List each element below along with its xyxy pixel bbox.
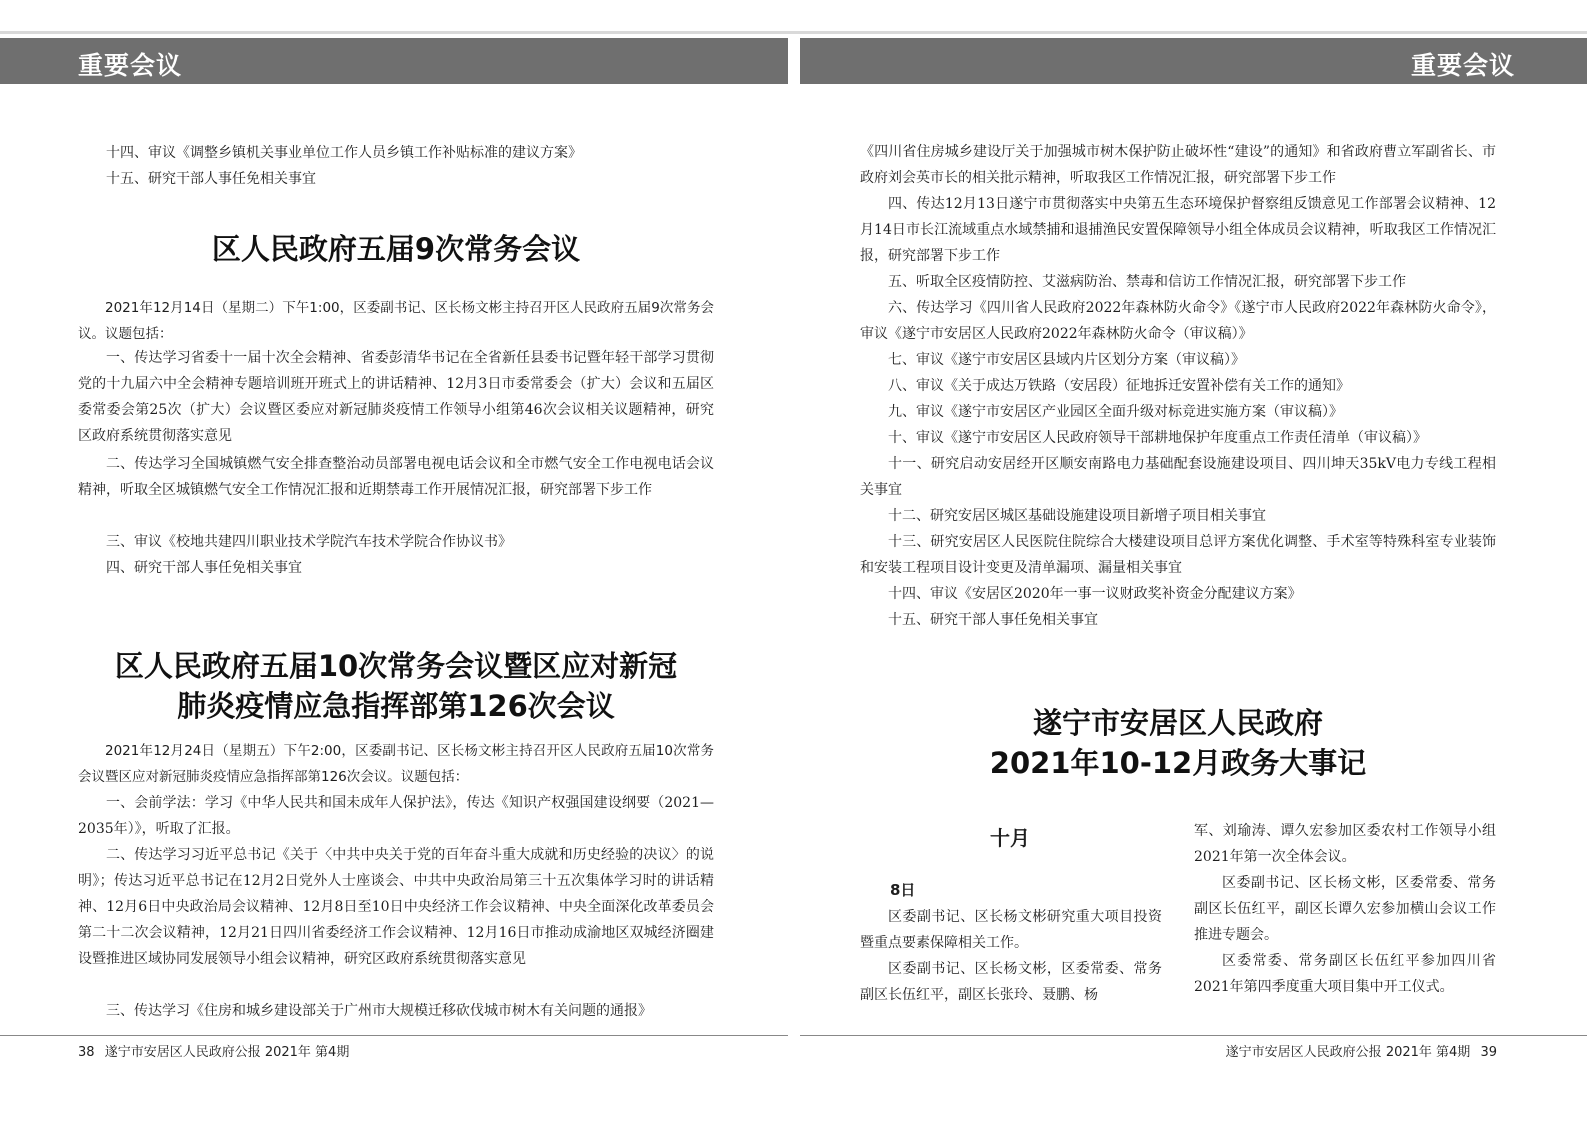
meeting10-intro: 2021年12月24日（星期五）下午2:00，区委副书记、区长杨文彬主持召开区人民政府五届10次常务会议暨区应对新冠肺炎疫情应急指挥部第126次会议。议题包括： <box>78 743 714 785</box>
meeting10-item-3: 三、传达学习《住房和城乡建设部关于广州市大规模迁移砍伐城市树木有关问题的通报》 <box>106 1003 652 1019</box>
left-header-band <box>0 38 788 84</box>
right-item-12: 十二、研究安居区城区基础设施建设项目新增子项目相关事宜 <box>888 508 1266 524</box>
meeting9-item-1: 一、传达学习省委十一届十次全会精神、省委彭清华书记在全省新任县委书记暨年轻干部学习贯彻党的十九届六中全会精神专题培训班开班式上的讲话精神、12月3日市委常委会（扩大）会议和五届区委常委会第25次（扩大）会议暨区委应对新冠肺炎疫情工作领导小组第46次会议相关议题精神，研究区政府系统贯彻落实意见 <box>78 350 714 444</box>
right-item-14: 十四、审议《安居区2020年一事一议财政奖补资金分配建议方案》 <box>888 586 1302 602</box>
event-col2-para-1: 军、刘瑜涛、谭久宏参加区委农村工作领导小组2021年第一次全体会议。 <box>1194 823 1496 865</box>
left-footer-rule <box>0 1035 788 1036</box>
meeting9-item-2: 二、传达学习全国城镇燃气安全排查整治动员部署电视电话会议和全市燃气安全工作电视电话会议精神，听取全区城镇燃气安全工作情况汇报和近期禁毒工作开展情况汇报，研究部署下步工作 <box>78 456 714 498</box>
top-rule <box>0 31 1587 34</box>
right-item-15: 十五、研究干部人事任免相关事宜 <box>888 612 1098 628</box>
right-item-13: 十三、研究安居区人民医院住院综合大楼建设项目总评方案优化调整、手术室等特殊科室专业装饰和安装工程项目设计变更及清单漏项、漏量相关事宜 <box>860 534 1496 576</box>
meeting10-item-2: 二、传达学习习近平总书记《关于〈中共中央关于党的百年奋斗重大成就和历史经验的决议〉的说明》；传达习近平总书记在12月2日党外人士座谈会、中共中央政治局第三十五次集体学习时的讲话精神、12月6日中央政治局会议精神、12月8日至10日中央经济工作会议精神、中央全面深化改革委员会第二十二次会议精神，12月21日四川省委经济工作会议精神、12月16日市推动成渝地区双城经济圈建设暨推进区域协同发展领导小组会议精神，研究区政府系统贯彻落实意见 <box>78 847 714 967</box>
right-item-6: 六、传达学习《四川省人民政府2022年森林防火命令》《遂宁市人民政府2022年森林防火命令》，审议《遂宁市安居区人民政府2022年森林防火命令（审议稿）》 <box>860 300 1496 342</box>
left-footer <box>78 1041 349 1060</box>
event-col1-para-2: 区委副书记、区长杨文彬，区委常委、常务副区长伍红平，副区长张玲、聂鹏、杨 <box>860 961 1162 1003</box>
meeting10-title <box>78 646 714 726</box>
meeting10-title-line2: 肺炎疫情应急指挥部第126次会议 <box>177 689 615 723</box>
carry-item-14: 十四、审议《调整乡镇机关事业单位工作人员乡镇工作补贴标准的建议方案》 <box>106 145 582 161</box>
event-col1-para-1: 区委副书记、区长杨文彬研究重大项目投资暨重点要素保障相关工作。 <box>860 909 1162 951</box>
meeting10-title-line1: 区人民政府五届10次常务会议暨区应对新冠 <box>114 649 678 683</box>
day-heading: 8日 <box>890 881 916 899</box>
right-footer-rule <box>800 1035 1587 1036</box>
right-item-10: 十、审议《遂宁市安居区人民政府领导干部耕地保护年度重点工作责任清单（审议稿）》 <box>888 430 1427 446</box>
meeting10-item-1: 一、会前学法：学习《中华人民共和国未成年人保护法》，传达《知识产权强国建设纲要（2021—2035年）》，听取了汇报。 <box>78 795 714 837</box>
event-col2-para-3: 区委常委、常务副区长伍红平参加四川省2021年第四季度重大项目集中开工仪式。 <box>1194 953 1496 995</box>
right-item-4: 四、传达12月13日遂宁市贯彻落实中央第五生态环境保护督察组反馈意见工作部署会议精神、12月14日市长江流域重点水域禁捕和退捕渔民安置保障领导小组全体成员会议精神，听取我区工作情况汇报，研究部署下步工作 <box>860 196 1496 264</box>
meeting9-title: 区人民政府五届9次常务会议 <box>211 232 581 266</box>
month-heading: 十月 <box>990 826 1030 850</box>
left-page-number: 38 <box>78 1045 95 1060</box>
right-item-9: 九、审议《遂宁市安居区产业园区全面升级对标竞进实施方案（审议稿）》 <box>888 404 1343 420</box>
event-col2-para-2: 区委副书记、区长杨文彬，区委常委、常务副区长伍红平，副区长谭久宏参加横山会议工作推进专题会。 <box>1194 875 1496 943</box>
left-issue: 2021年 第4期 <box>264 1045 350 1060</box>
right-publication-name: 遂宁市安居区人民政府公报 <box>1225 1045 1382 1060</box>
carry-text: 《四川省住房城乡建设厅关于加强城市树木保护防止破坏性“建设”的通知》和省政府曹立军副省长、市政府刘会英市长的相关批示精神，听取我区工作情况汇报，研究部署下步工作 <box>860 144 1496 186</box>
right-section-title: 重要会议 <box>1410 51 1515 80</box>
events-title-line1: 遂宁市安居区人民政府 <box>1032 706 1323 740</box>
right-item-11: 十一、研究启动安居经开区顺安南路电力基础配套设施建设项目、四川坤天35kV电力专线工程相关事宜 <box>860 456 1496 498</box>
right-page-number: 39 <box>1480 1045 1497 1060</box>
left-section-title: 重要会议 <box>78 51 183 80</box>
meeting9-item-4: 四、研究干部人事任免相关事宜 <box>106 560 302 576</box>
right-item-7: 七、审议《遂宁市安居区县域内片区划分方案（审议稿）》 <box>888 352 1245 368</box>
right-header-band <box>800 38 1587 84</box>
right-issue: 2021年 第4期 <box>1385 1045 1471 1060</box>
events-title-line2: 2021年10-12月政务大事记 <box>989 746 1367 780</box>
right-item-5: 五、听取全区疫情防控、艾滋病防治、禁毒和信访工作情况汇报，研究部署下步工作 <box>888 274 1406 290</box>
right-item-8: 八、审议《关于成达万铁路（安居段）征地拆迁安置补偿有关工作的通知》 <box>888 378 1350 394</box>
events-title <box>860 703 1496 783</box>
right-footer <box>1226 1041 1497 1060</box>
meeting9-item-3: 三、审议《校地共建四川职业技术学院汽车技术学院合作协议书》 <box>106 534 512 550</box>
left-publication-name: 遂宁市安居区人民政府公报 <box>104 1045 261 1060</box>
meeting9-intro: 2021年12月14日（星期二）下午1:00，区委副书记、区长杨文彬主持召开区人民政府五届9次常务会议。议题包括： <box>78 300 714 342</box>
carry-item-15: 十五、研究干部人事任免相关事宜 <box>106 171 316 187</box>
